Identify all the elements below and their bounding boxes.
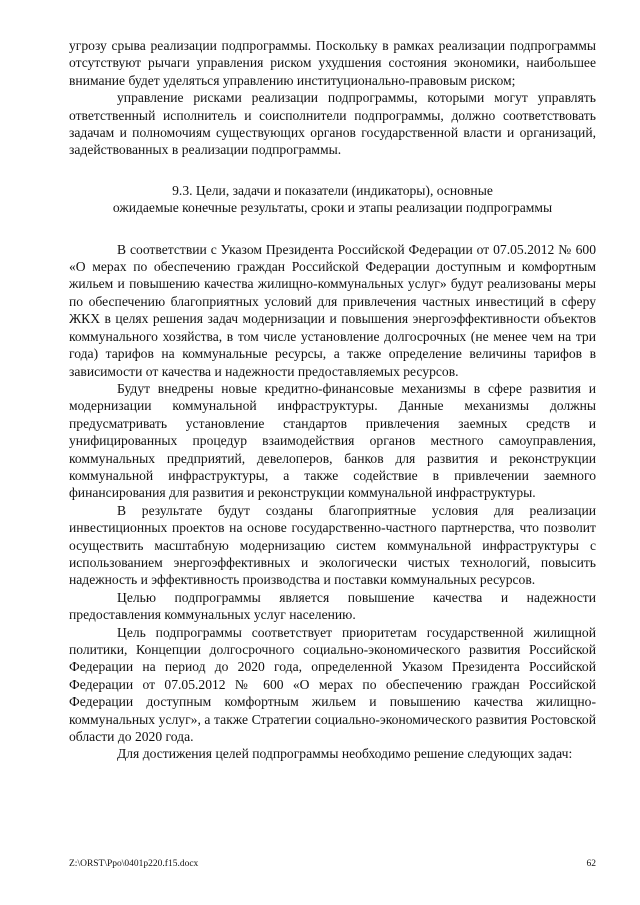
- paragraph-decree-measures: В соответствии с Указом Президента Российской Федерации от 07.05.2012 № 600 «О мерах по обеспечению граждан Российской Федерации доступным и комфортным жильем и повышению качества жилищно-коммунальных услуг» будут реализованы меры по обеспечению благоприятных условий для привлечения частных инвестиций в сферу ЖКХ в целях решения задач модернизации и повышения энергоэффективности объектов коммунального хозяйства, в том числе установление долгосрочных (не менее чем на три года) тарифов на коммунальные ресурсы, а также определение величины тарифов в зависимости от качества и надежности предоставляемых ресурсов.: [69, 241, 596, 379]
- paragraph-goal-priorities: Цель подпрограммы соответствует приоритетам государственной жилищной политики, Концепции долгосрочного социально-экономического развития Российской Федерации на период до 2020 года, определенной Указом Президента Российской Федерации от 07.05.2012 № 600 «О мерах по обеспечению граждан Российской Федерации доступным комфортным жильем и повышению качества жилищно-коммунальных услуг», а также Стратегии социально-экономического развития Ростовской области до 2020 года.: [69, 624, 596, 745]
- footer-file-path: Z:\ORST\Ppo\0401p220.f15.docx: [69, 859, 199, 869]
- page-footer: [69, 858, 596, 870]
- document-page: [69, 37, 596, 763]
- paragraph-goal: Целью подпрограммы является повышение качества и надежности предоставления коммунальных услуг населению.: [69, 589, 596, 623]
- paragraph-credit-mechanisms: Будут внедрены новые кредитно-финансовые механизмы в сфере развития и модернизации коммунальной инфраструктуры. Данные механизмы должны предусматривать установление стандартов привлечения заемных средств и унифицированных процедур взаимодействия органов местного самоуправления, коммунальных предприятий, девелоперов, банков для развития и реконструкции коммунальной инфраструктуры, а также содействие в привлечении заемного финансирования для развития и реконструкции коммунальной инфраструктуры.: [69, 380, 596, 501]
- section-heading-line-2: ожидаемые конечные результаты, сроки и этапы реализации подпрограммы: [112, 200, 553, 216]
- paragraph-risk-management: управление рисками реализации подпрограммы, которыми могут управлять ответственный исполнитель и соисполнители подпрограммы, должно соответствовать задачам и полномочиям существующих органов государственной власти и организаций, задействованных в реализации подпрограммы.: [69, 90, 596, 158]
- paragraph-tasks-intro: Для достижения целей подпрограммы необходимо решение следующих задач:: [117, 746, 573, 762]
- section-heading-line-1: 9.3. Цели, задачи и показатели (индикаторы), основные: [172, 182, 493, 198]
- section-heading: [69, 182, 596, 217]
- paragraph-risk-continuation: угрозу срыва реализации подпрограммы. Поскольку в рамках реализации подпрограммы отсутствуют рычаги управления риском ухудшения состояния экономики, наибольшее внимание будет уделяться управлению институционально-правовым риском;: [69, 38, 596, 88]
- paragraph-investment-conditions: В результате будут созданы благоприятные условия для реализации инвестиционных проектов на основе государственно-частного партнерства, что позволит осуществить масштабную модернизацию систем коммунальной инфраструктуры с использованием энергоэффективных и экологически чистых технологий, повысить надежность и эффективность производства и поставки коммунальных ресурсов.: [69, 502, 596, 588]
- footer-page-number: 62: [586, 859, 596, 869]
